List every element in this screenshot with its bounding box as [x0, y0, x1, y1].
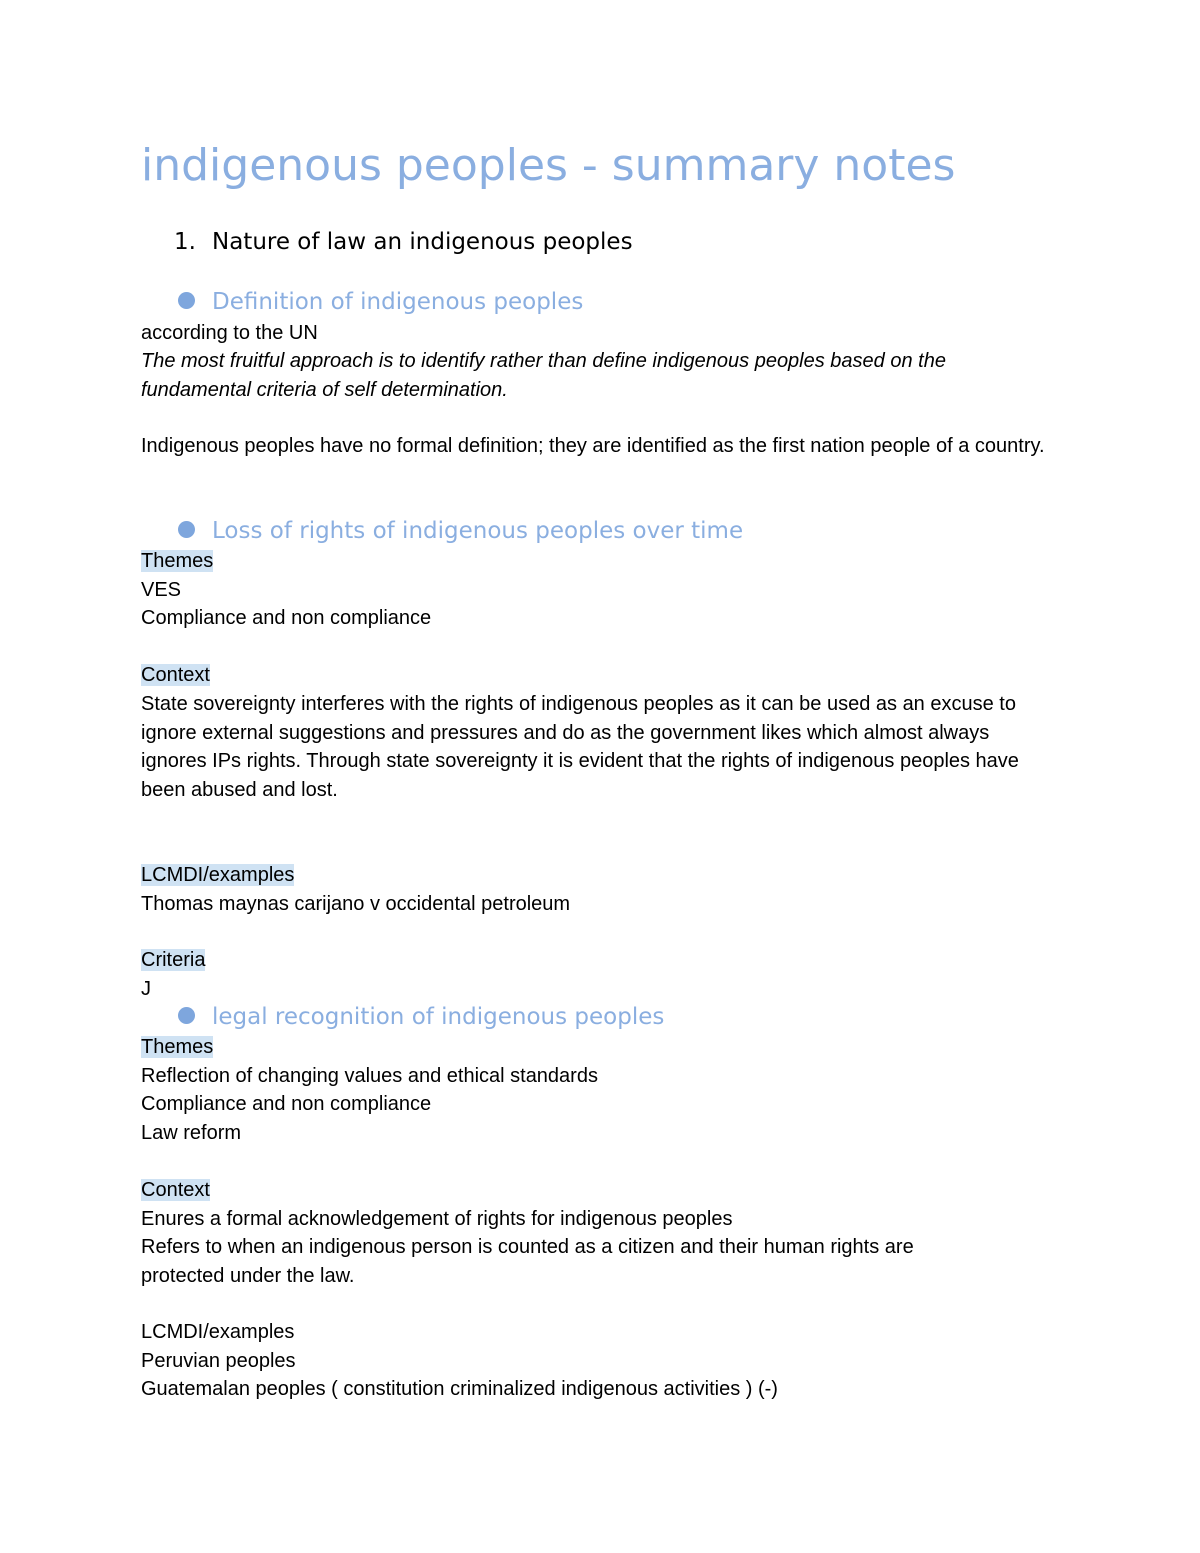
list-item: Enures a formal acknowledgement of rights for indigenous peoples — [141, 1207, 733, 1230]
recognition-examples-block — [141, 1318, 1051, 1404]
bullet-icon — [178, 521, 195, 538]
label-criteria: Criteria — [141, 949, 206, 971]
list-item: J — [141, 977, 151, 1000]
list-item: Compliance and non compliance — [141, 1093, 432, 1115]
list-item: Thomas maynas carijano v occidental petroleum — [141, 892, 571, 915]
heading-loss-of-rights-label: Loss of rights of indigenous peoples over time — [212, 518, 744, 544]
loss-criteria-block — [141, 946, 1051, 1003]
recognition-context-block — [141, 1176, 1051, 1233]
loss-themes-block — [141, 547, 1051, 633]
loss-context-block — [141, 661, 1051, 690]
label-themes: Themes — [141, 1036, 214, 1058]
numbered-heading-label: Nature of law an indigenous peoples — [212, 229, 633, 255]
label-context: Context — [141, 664, 210, 686]
list-item: Guatemalan peoples ( constitution criminalized indigenous activities ) (-) — [141, 1378, 778, 1400]
document-title: indigenous peoples - summary notes — [141, 140, 956, 191]
list-item: Peruvian peoples — [141, 1349, 296, 1372]
label-context: Context — [141, 1179, 210, 1201]
definition-source: according to the UN — [141, 322, 318, 344]
numbered-heading-1 — [174, 226, 633, 258]
definition-quote: The most fruitful approach is to identify rather than define indigenous peoples based on the fundamental criteria of self determination. — [141, 350, 946, 401]
bullet-icon — [178, 1007, 195, 1024]
loss-context-text: State sovereignty interferes with the rights of indigenous peoples as it can be used as an excuse to ignore external suggestions and pressures and do as the government likes which almost always ignores IPs rights. Through state sovereignty it is evident that the rights of indigenous peoples have been abused and lost. — [141, 693, 1019, 801]
recognition-context-text: Refers to when an indigenous person is counted as a citizen and their human rights are protected under the law. — [141, 1236, 914, 1287]
recognition-themes-block — [141, 1033, 1051, 1147]
list-item: VES — [141, 578, 182, 601]
list-item: Law reform — [141, 1121, 242, 1144]
label-themes: Themes — [141, 550, 214, 572]
loss-examples-block — [141, 861, 1051, 918]
label-examples: LCMDI/examples — [141, 864, 295, 886]
list-item: Reflection of changing values and ethical standards — [141, 1064, 598, 1087]
heading-loss-of-rights — [178, 515, 743, 547]
heading-legal-recognition-label: legal recognition of indigenous peoples — [212, 1004, 665, 1030]
heading-legal-recognition — [178, 1001, 664, 1033]
label-examples: LCMDI/examples — [141, 1321, 295, 1343]
list-item: Compliance and non compliance — [141, 607, 432, 629]
bullet-icon — [178, 292, 195, 309]
definition-summary: Indigenous peoples have no formal definition; they are identified as the first nation people of a country. — [141, 435, 1045, 457]
heading-definition-label: Definition of indigenous peoples — [212, 289, 584, 315]
heading-definition — [178, 286, 583, 318]
list-number: 1. — [174, 229, 196, 255]
